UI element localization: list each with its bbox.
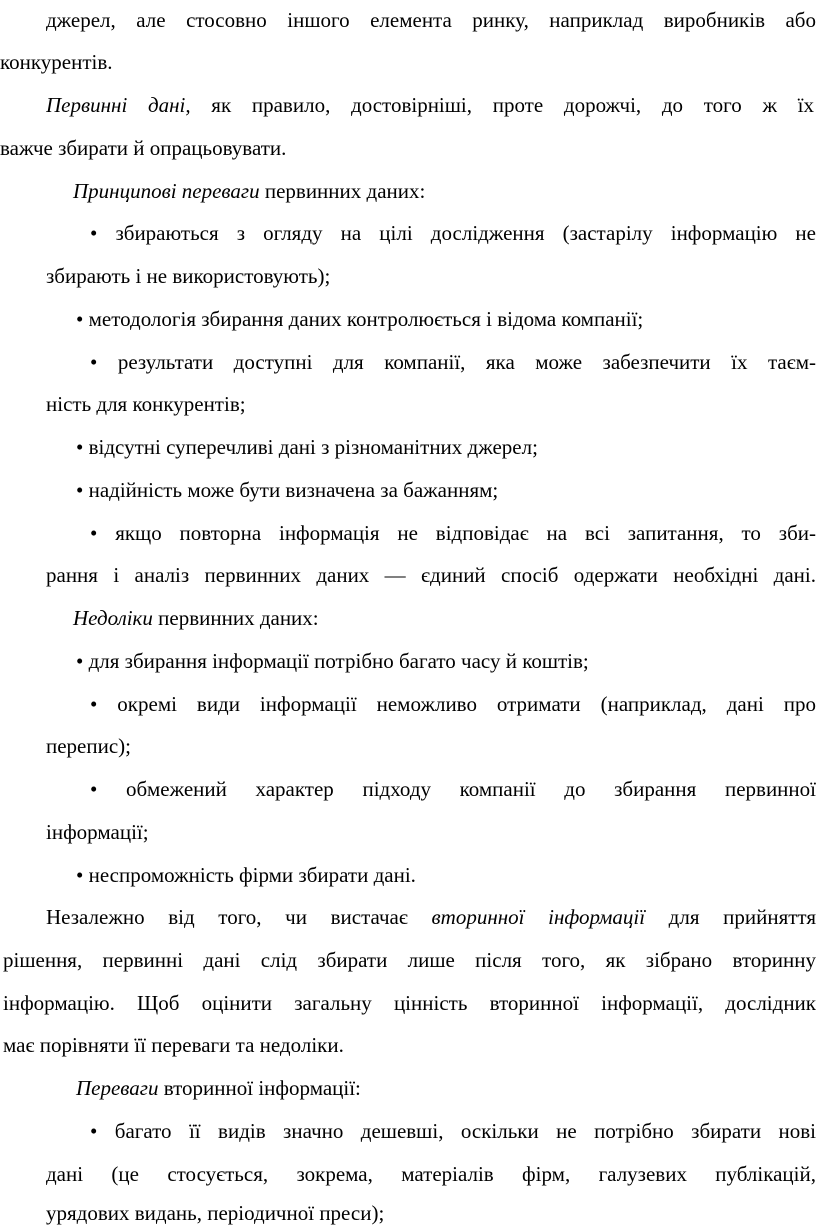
text: вторинної інформації:	[158, 1076, 361, 1100]
text: • обмежений характер підходу компанії до збирання первинної	[90, 777, 816, 801]
paragraph-line	[3, 989, 816, 1017]
list-item-line: перепис);	[46, 734, 132, 758]
italic-term: вторинної інформації	[431, 905, 646, 929]
text: рішення, первинні дані слід збирати лише після того, як зібрано вторинну	[3, 948, 816, 972]
paragraph-line	[46, 6, 816, 34]
italic-term: Первинні дані,	[46, 93, 191, 117]
list-item-line	[46, 561, 816, 589]
text: для прийняття	[645, 905, 816, 929]
list-item-line	[90, 690, 816, 718]
text: як правило, достовірніші, проте дорожчі, до того ж їх	[190, 93, 814, 117]
paragraph-line	[46, 91, 814, 119]
list-item-line	[90, 775, 816, 803]
list-item-line: ність для конкурентів;	[46, 392, 246, 416]
list-item-line: урядових видань, періодичної преси);	[46, 1201, 385, 1225]
list-item-line: • неспроможність фірми збирати дані.	[76, 863, 416, 887]
text: • багато її видів значно дешевші, оскільки не потрібно збирати нові	[90, 1119, 816, 1143]
paragraph-line	[46, 903, 816, 931]
section-heading	[73, 177, 425, 205]
text: • окремі види інформації неможливо отримати (наприклад, дані про	[90, 692, 816, 716]
list-item-line: • методологія збирання даних контролюється і відома компанії;	[76, 307, 644, 331]
list-item-line	[90, 1117, 816, 1145]
text: дані (це стосується, зокрема, матеріалів фірм, галузевих публікацій,	[46, 1162, 816, 1186]
list-item-line: • для збирання інформації потрібно багато часу й коштів;	[76, 649, 589, 673]
text: джерел, але стосовно іншого елемента ринку, наприклад виробників або	[46, 8, 816, 32]
list-item-line	[90, 219, 816, 247]
list-item-line	[46, 1160, 816, 1188]
paragraph-line	[3, 946, 816, 974]
list-item-line: збирають і не використовують);	[46, 264, 331, 288]
list-item-line: інформації;	[46, 820, 149, 844]
text: • збираються з огляду на цілі дослідження (застарілу інформацію не	[90, 221, 816, 245]
paragraph-line: конкурентів.	[0, 50, 113, 74]
italic-term: Переваги	[76, 1076, 159, 1100]
text: Незалежно від того, чи вистачає	[46, 905, 432, 929]
text: первинних даних:	[152, 606, 319, 630]
section-heading	[73, 604, 319, 632]
italic-term: Принципові переваги	[73, 179, 260, 203]
text: первинних даних:	[259, 179, 426, 203]
section-heading	[76, 1074, 361, 1102]
paragraph-line: має порівняти її переваги та недоліки.	[3, 1033, 344, 1057]
list-item-line	[90, 519, 816, 547]
italic-term: Недоліки	[73, 606, 153, 630]
list-item-line: • відсутні суперечливі дані з різноманітних джерел;	[76, 435, 538, 459]
text: інформацію. Щоб оцінити загальну цінність вторинної інформації, дослідник	[3, 991, 816, 1015]
list-item-line	[90, 348, 816, 376]
text: • якщо повторна інформація не відповідає на всі запитання, то зби-	[90, 521, 816, 545]
text: рання і аналіз первинних даних — єдиний спосіб одержати необхідні дані.	[46, 563, 816, 587]
text: • результати доступні для компанії, яка може забезпечити їх таєм-	[90, 350, 816, 374]
list-item-line: • надійність може бути визначена за бажанням;	[76, 478, 499, 502]
paragraph-line: важче збирати й опрацьовувати.	[0, 136, 287, 160]
